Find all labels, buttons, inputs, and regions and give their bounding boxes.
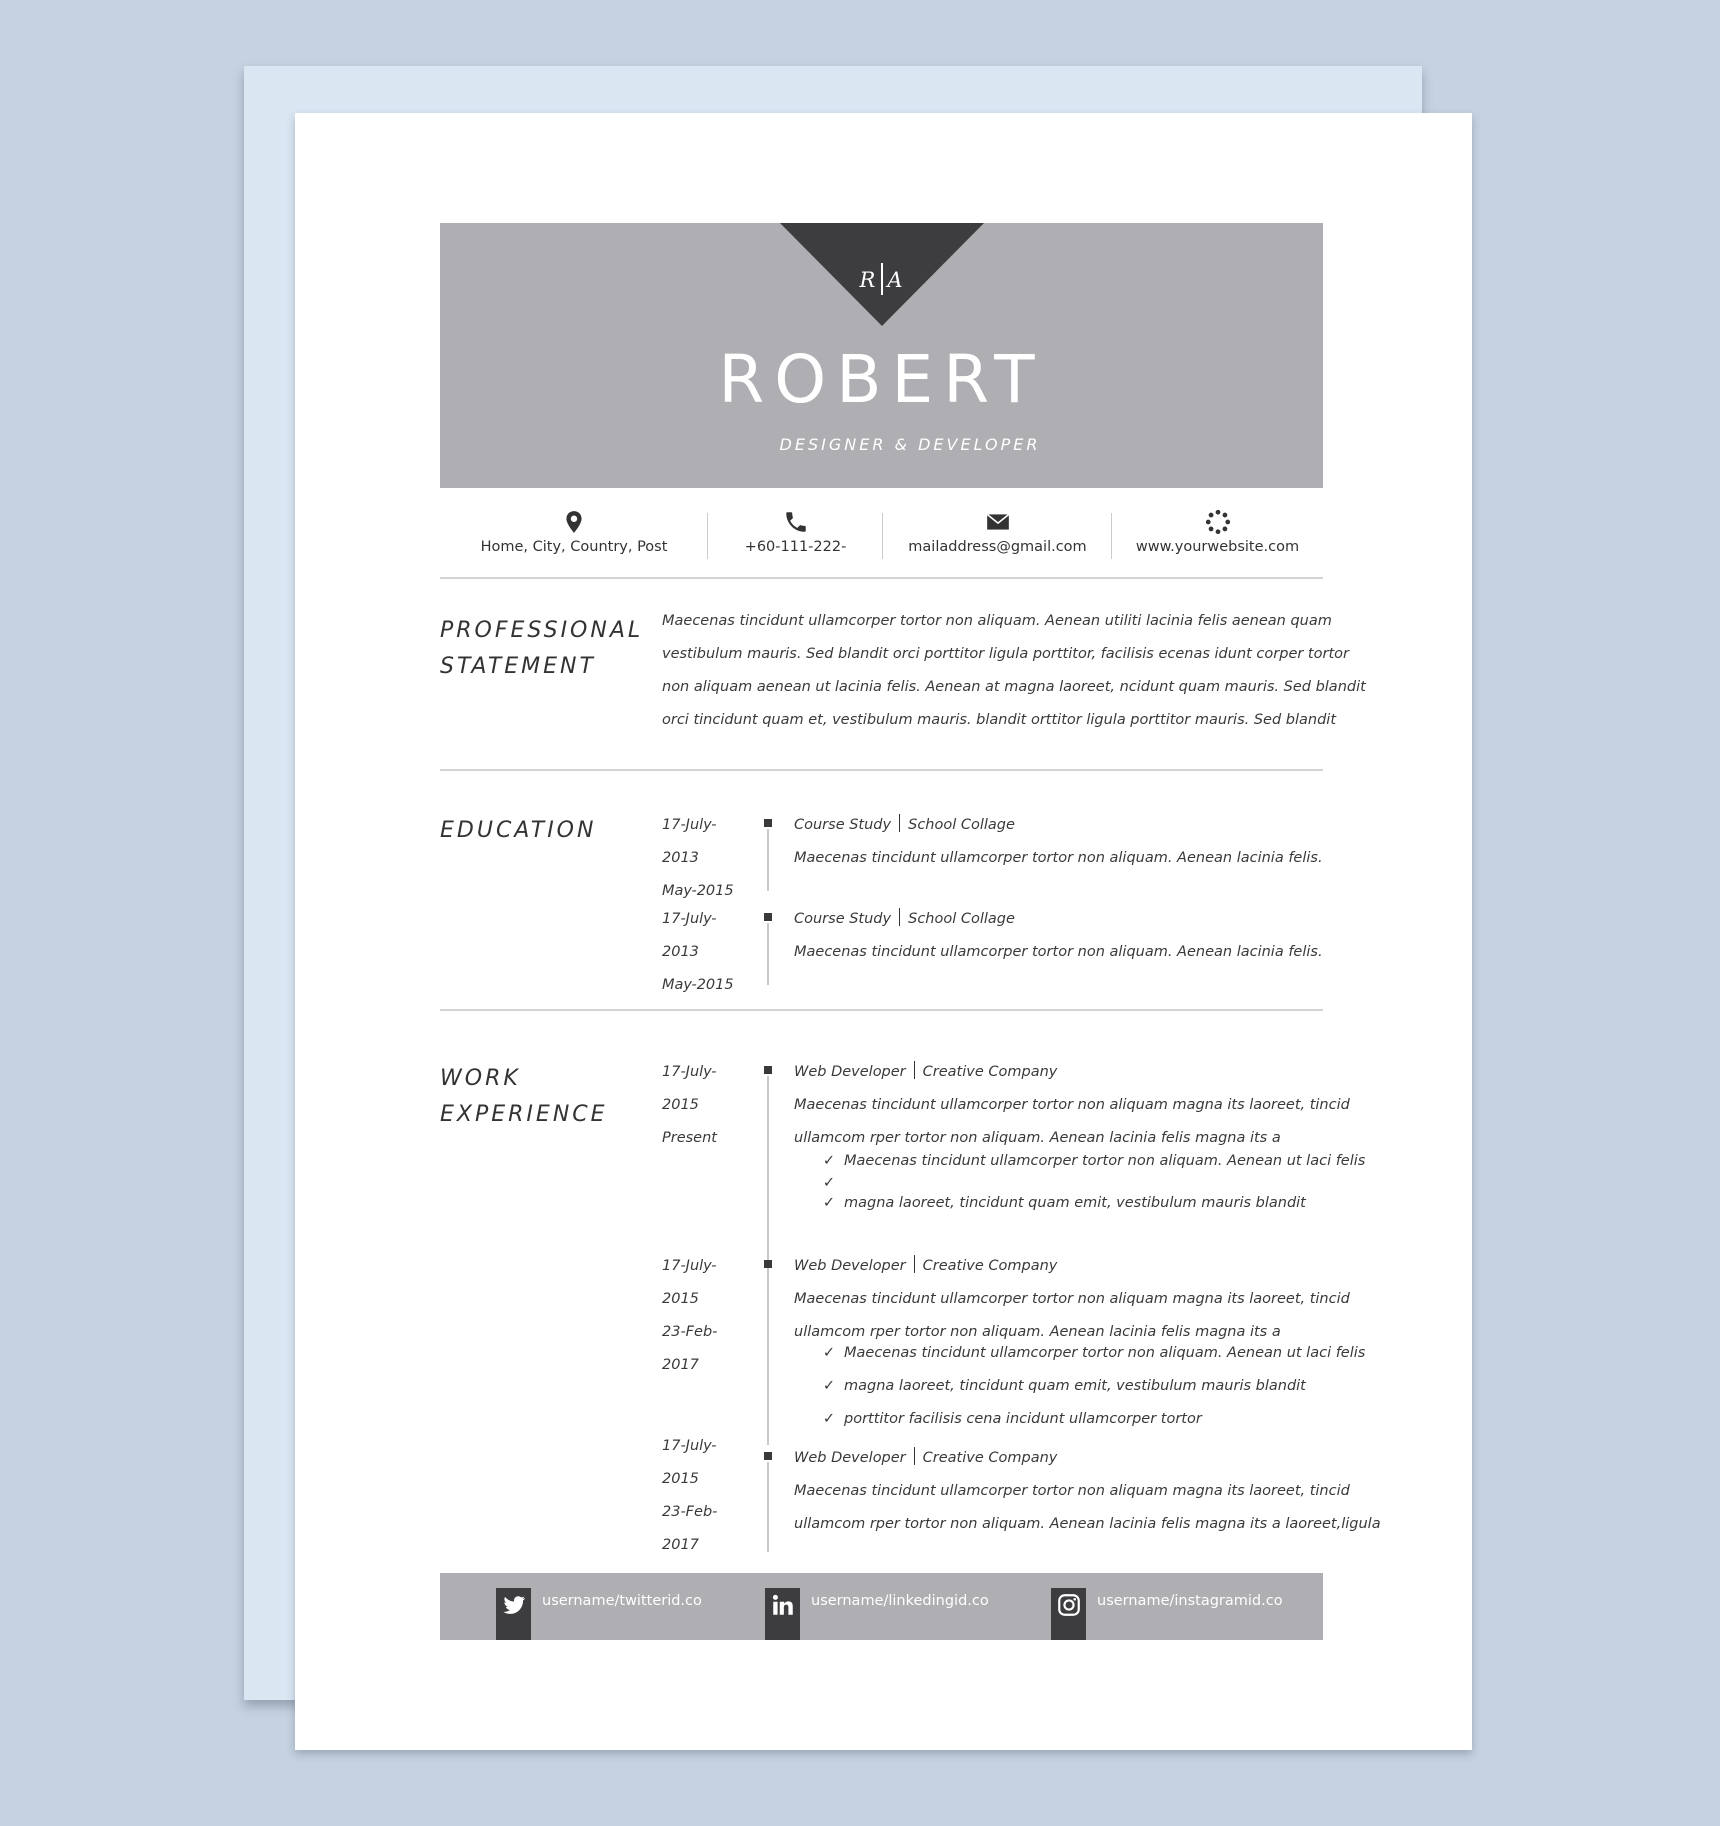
heading-line: STATEMENT [440, 654, 596, 679]
pipe-divider [914, 1061, 915, 1079]
timeline-line [767, 1270, 769, 1445]
work-date [662, 1250, 717, 1382]
date-line: 2015 [662, 1291, 699, 1307]
education-entry [794, 809, 1354, 875]
timeline-line [767, 923, 769, 985]
entry-description: ullamcom rper tortor non aliquam. Aenean lacinia felis magna its a [794, 1324, 1281, 1340]
linkedin-handle: username/linkedingid.co [811, 1593, 989, 1609]
monogram [820, 263, 944, 295]
email-text: mailaddress@gmail.com [908, 539, 1087, 555]
work-bullets [820, 1151, 1365, 1215]
education-date [662, 903, 734, 1002]
twitter-handle: username/twitterid.co [542, 1593, 702, 1609]
education-heading: EDUCATION [440, 818, 597, 843]
heading-line: WORK [440, 1066, 521, 1091]
bullet-item [820, 1193, 1365, 1215]
divider-rule [440, 1009, 1323, 1011]
divider-rule [440, 577, 1323, 579]
statement-line: vestibulum mauris. Sed blandit orci porttitor ligula porttitor, facilisis ecenas idunt corper tortor [662, 646, 1349, 662]
contact-address [440, 503, 708, 578]
date-line: 17-July- [662, 1438, 717, 1454]
twitter-icon [496, 1588, 531, 1640]
role-name: Web Developer [794, 1258, 906, 1274]
bullet-item [820, 1173, 1365, 1193]
heading-line: EXPERIENCE [440, 1102, 608, 1127]
contact-bar [440, 503, 1323, 578]
bullet-item [820, 1151, 1365, 1173]
bullet-text: magna laoreet, tincidunt quam emit, vestibulum mauris blandit [844, 1195, 1306, 1211]
social-footer [440, 1573, 1323, 1640]
work-bullets [820, 1337, 1365, 1436]
entry-description: Maecenas tincidunt ullamcorper tortor non aliquam. Aenean lacinia felis. [794, 850, 1323, 866]
instagram-handle: username/instagramid.co [1097, 1593, 1283, 1609]
phone-icon [708, 509, 883, 537]
address-text: Home, City, Country, Post [480, 539, 668, 555]
monogram-right-letter: A [887, 268, 905, 292]
contact-website [1112, 503, 1323, 578]
bullet-item [820, 1370, 1365, 1403]
bullet-text: Maecenas tincidunt ullamcorper tortor non aliquam. Aenean ut laci felis [844, 1345, 1366, 1361]
date-line: 2015 [662, 1471, 699, 1487]
instagram-icon [1051, 1588, 1086, 1640]
checkmark-icon: ✓ [822, 1153, 836, 1169]
date-line: 2013 [662, 850, 699, 866]
date-line: 17-July- [662, 817, 717, 833]
resume-header [440, 223, 1323, 488]
timeline-line [767, 1076, 769, 1276]
school-name: School Collage [908, 817, 1015, 833]
divider-rule [440, 769, 1323, 771]
checkmark-icon: ✓ [822, 1345, 836, 1361]
entry-heading [794, 1056, 1354, 1089]
heading-line: PROFESSIONAL [440, 618, 644, 643]
timeline-marker [764, 1452, 772, 1460]
company-name: Creative Company [922, 1258, 1058, 1274]
entry-description: ullamcom rper tortor non aliquam. Aenean lacinia felis magna its a laoreet,ligula [794, 1516, 1381, 1532]
work-date [662, 1056, 717, 1155]
entry-heading [794, 1250, 1354, 1283]
date-line: 2013 [662, 944, 699, 960]
globe-dots-icon [1112, 509, 1323, 537]
checkmark-icon: ✓ [822, 1195, 836, 1211]
date-line: 2017 [662, 1537, 699, 1553]
timeline-marker [764, 1260, 772, 1268]
bullet-text: Maecenas tincidunt ullamcorper tortor non aliquam. Aenean ut laci felis [844, 1153, 1366, 1169]
entry-description: ullamcom rper tortor non aliquam. Aenean lacinia felis magna its a [794, 1130, 1281, 1146]
linkedin-icon [765, 1588, 800, 1640]
website-text: www.yourwebsite.com [1135, 539, 1300, 555]
timeline-marker [764, 1066, 772, 1074]
statement-line: non aliquam aenean ut lacinia felis. Aenean at magna laoreet, ncidunt quam mauris. Sed blandit [662, 679, 1366, 695]
education-date [662, 809, 734, 908]
checkmark-icon: ✓ [822, 1411, 836, 1427]
role-name: Web Developer [794, 1064, 906, 1080]
work-entry [794, 1250, 1354, 1349]
contact-email [883, 503, 1112, 578]
timeline-line [767, 829, 769, 891]
professional-statement-heading [440, 613, 643, 685]
statement-line: Maecenas tincidunt ullamcorper tortor non aliquam. Aenean utiliti lacinia felis aenean quam [662, 613, 1332, 629]
entry-description: Maecenas tincidunt ullamcorper tortor non aliquam magna its laoreet, tincid [794, 1097, 1350, 1113]
date-line: 17-July- [662, 1258, 717, 1274]
bullet-text: magna laoreet, tincidunt quam emit, vestibulum mauris blandit [844, 1378, 1306, 1394]
date-line: 17-July- [662, 1064, 717, 1080]
checkmark-icon: ✓ [822, 1175, 836, 1191]
phone-text: +60-111-222- [744, 539, 847, 555]
company-name: Creative Company [922, 1450, 1058, 1466]
pipe-divider [914, 1255, 915, 1273]
envelope-icon [883, 509, 1112, 537]
date-line: 2015 [662, 1097, 699, 1113]
timeline-marker [764, 913, 772, 921]
timeline-line [767, 1462, 769, 1552]
work-entry [794, 1056, 1354, 1155]
date-line: Present [662, 1130, 717, 1146]
course-name: Course Study [794, 817, 892, 833]
bullet-item [820, 1337, 1365, 1370]
date-line: 2017 [662, 1357, 699, 1373]
pipe-divider [914, 1447, 915, 1465]
checkmark-icon: ✓ [822, 1378, 836, 1394]
date-line: 23-Feb- [662, 1504, 718, 1520]
pipe-divider [899, 814, 900, 832]
work-experience-heading [440, 1061, 608, 1133]
date-line: May-2015 [662, 977, 734, 993]
professional-statement-text [662, 605, 1366, 737]
pipe-divider [899, 908, 900, 926]
bullet-text: porttitor facilisis cena incidunt ullamcorper tortor [844, 1411, 1202, 1427]
contact-phone [708, 503, 883, 578]
entry-description: Maecenas tincidunt ullamcorper tortor non aliquam magna its laoreet, tincid [794, 1483, 1350, 1499]
entry-description: Maecenas tincidunt ullamcorper tortor non aliquam. Aenean lacinia felis. [794, 944, 1323, 960]
work-entry [794, 1442, 1381, 1541]
entry-description: Maecenas tincidunt ullamcorper tortor non aliquam magna its laoreet, tincid [794, 1291, 1350, 1307]
education-entry [794, 903, 1354, 969]
company-name: Creative Company [922, 1064, 1058, 1080]
candidate-title: DESIGNER & DEVELOPER [779, 435, 1041, 454]
candidate-name: ROBERT [718, 341, 1045, 418]
bullet-item [820, 1403, 1365, 1436]
monogram-left-letter: R [859, 268, 878, 292]
entry-heading [794, 903, 1354, 936]
entry-heading [794, 809, 1354, 842]
course-name: Course Study [794, 911, 892, 927]
date-line: 23-Feb- [662, 1324, 718, 1340]
location-pin-icon [440, 509, 708, 537]
monogram-divider [881, 263, 883, 295]
date-line: May-2015 [662, 883, 734, 899]
date-line: 17-July- [662, 911, 717, 927]
role-name: Web Developer [794, 1450, 906, 1466]
entry-heading [794, 1442, 1354, 1475]
work-date [662, 1430, 717, 1562]
school-name: School Collage [908, 911, 1015, 927]
statement-line: orci tincidunt quam et, vestibulum mauris. blandit orttitor ligula porttitor mauris. Sed blandit [662, 712, 1337, 728]
timeline-marker [764, 819, 772, 827]
